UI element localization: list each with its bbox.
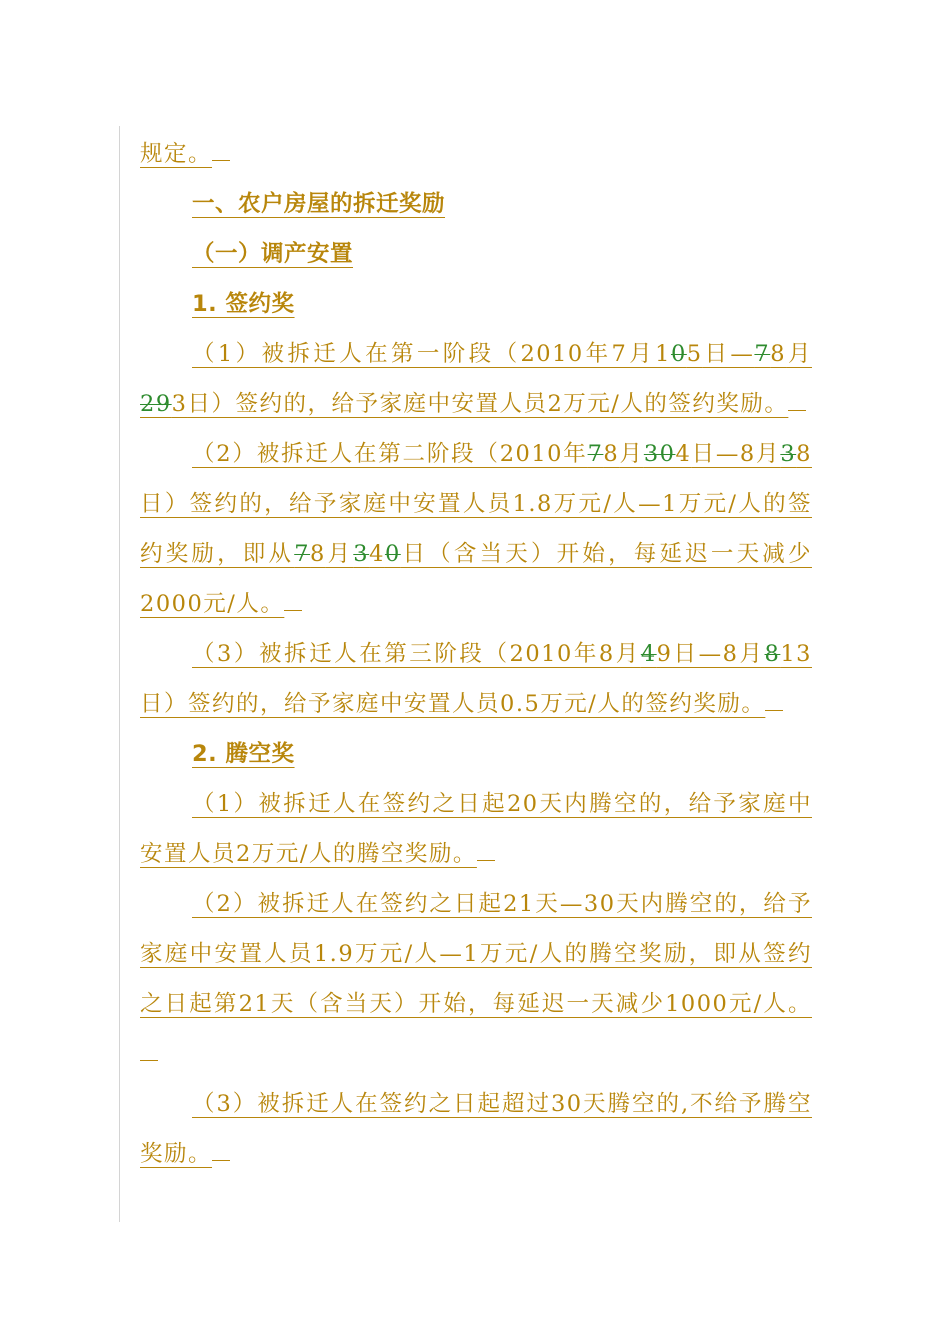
inserted-text: 3 <box>171 391 188 417</box>
revision-underline-tail <box>212 159 230 161</box>
revised-text <box>140 341 812 417</box>
revised-text <box>140 441 812 617</box>
subsection-heading-text: （一）调产安置 <box>192 241 354 267</box>
section-heading-text: 一、农户房屋的拆迁奖励 <box>192 191 446 217</box>
subsection-heading <box>140 229 812 279</box>
inserted-text: 13 <box>780 641 812 667</box>
deleted-text: 30 <box>643 441 676 467</box>
text-run: 日）签约的，给予家庭中安置人员2万元/人的签约奖励。 <box>187 391 789 417</box>
deleted-text: 0 <box>384 541 401 567</box>
paragraph-continuation <box>140 129 812 179</box>
revision-underline-tail <box>765 709 783 711</box>
text-run: （3）被拆迁人在第三阶段（2010年8月 <box>192 641 641 667</box>
paragraph-stage-two <box>140 429 812 629</box>
deleted-text: 7 <box>294 541 311 567</box>
inserted-text: （3）被拆迁人在签约之日起超过30天腾空的,不给予腾空奖励。 <box>140 1091 812 1167</box>
paragraph-stage-one <box>140 329 812 429</box>
text-run: 日）签约的，给予家庭中安置人员1.8万元/人—1万元/人的签约奖励，即从 <box>140 491 812 567</box>
deleted-text: 7 <box>587 441 604 467</box>
text-run: 日—8月 <box>691 441 781 467</box>
deleted-text: 4 <box>640 641 657 667</box>
deleted-text: 0 <box>670 341 687 367</box>
paragraph-vacate-one <box>140 779 812 879</box>
inserted-text: 5 <box>686 341 703 367</box>
text-run: （2）被拆迁人在第二阶段（2010年 <box>192 441 588 467</box>
text-run: （1）被拆迁人在第一阶段（2010年7月1 <box>192 341 671 367</box>
text-run: 日—8月 <box>672 641 765 667</box>
revision-underline-tail <box>788 409 806 411</box>
deleted-text: 7 <box>754 341 771 367</box>
paragraph-vacate-three <box>140 1079 812 1179</box>
text-run: 日）签约的，给予家庭中安置人员0.5万元/人的签约奖励。 <box>140 691 766 717</box>
text-run: 日— <box>702 341 755 367</box>
paragraph-vacate-two <box>140 879 812 1079</box>
text-run: 月 <box>325 541 354 567</box>
item-heading-text: 2. 腾空奖 <box>192 741 295 767</box>
item-heading-text: 1. 签约奖 <box>192 291 295 317</box>
deleted-text: 3 <box>353 541 370 567</box>
inserted-text: （2）被拆迁人在签约之日起21天—30天内腾空的，给予家庭中安置人员1.9万元/人—1万元/人的腾空奖励，即从签约之日起第21天（含当天）开始，每延迟一天减少1000元/人。 <box>140 891 812 1017</box>
deleted-text: 8 <box>764 641 781 667</box>
revision-underline-tail <box>140 1059 158 1061</box>
revision-underline-tail <box>477 859 495 861</box>
inserted-text: 规定。 <box>140 141 213 167</box>
section-heading <box>140 179 812 229</box>
deleted-text: 29 <box>140 391 172 417</box>
inserted-text: 8 <box>603 441 620 467</box>
inserted-text: 9 <box>656 641 673 667</box>
deleted-text: 3 <box>780 441 797 467</box>
inserted-text: 4 <box>675 441 692 467</box>
paragraph-stage-three <box>140 629 812 729</box>
revised-text <box>140 641 812 717</box>
revision-margin-line <box>119 126 120 1222</box>
text-run: 日（含当天）开始，每延迟一天减少2000元/人。 <box>140 541 812 617</box>
inserted-text: 8 <box>310 541 326 567</box>
document-body <box>140 129 812 1179</box>
inserted-text: 8 <box>770 341 787 367</box>
inserted-text: 4 <box>369 541 385 567</box>
item-heading-vacating-reward <box>140 729 812 779</box>
inserted-text: 8 <box>796 441 812 467</box>
inserted-text: （1）被拆迁人在签约之日起20天内腾空的，给予家庭中安置人员2万元/人的腾空奖励。 <box>140 791 812 867</box>
item-heading-signing-reward <box>140 279 812 329</box>
revision-underline-tail <box>284 609 302 611</box>
text-run: 月 <box>619 441 644 467</box>
revision-underline-tail <box>212 1159 230 1161</box>
text-run: 月 <box>786 341 812 367</box>
